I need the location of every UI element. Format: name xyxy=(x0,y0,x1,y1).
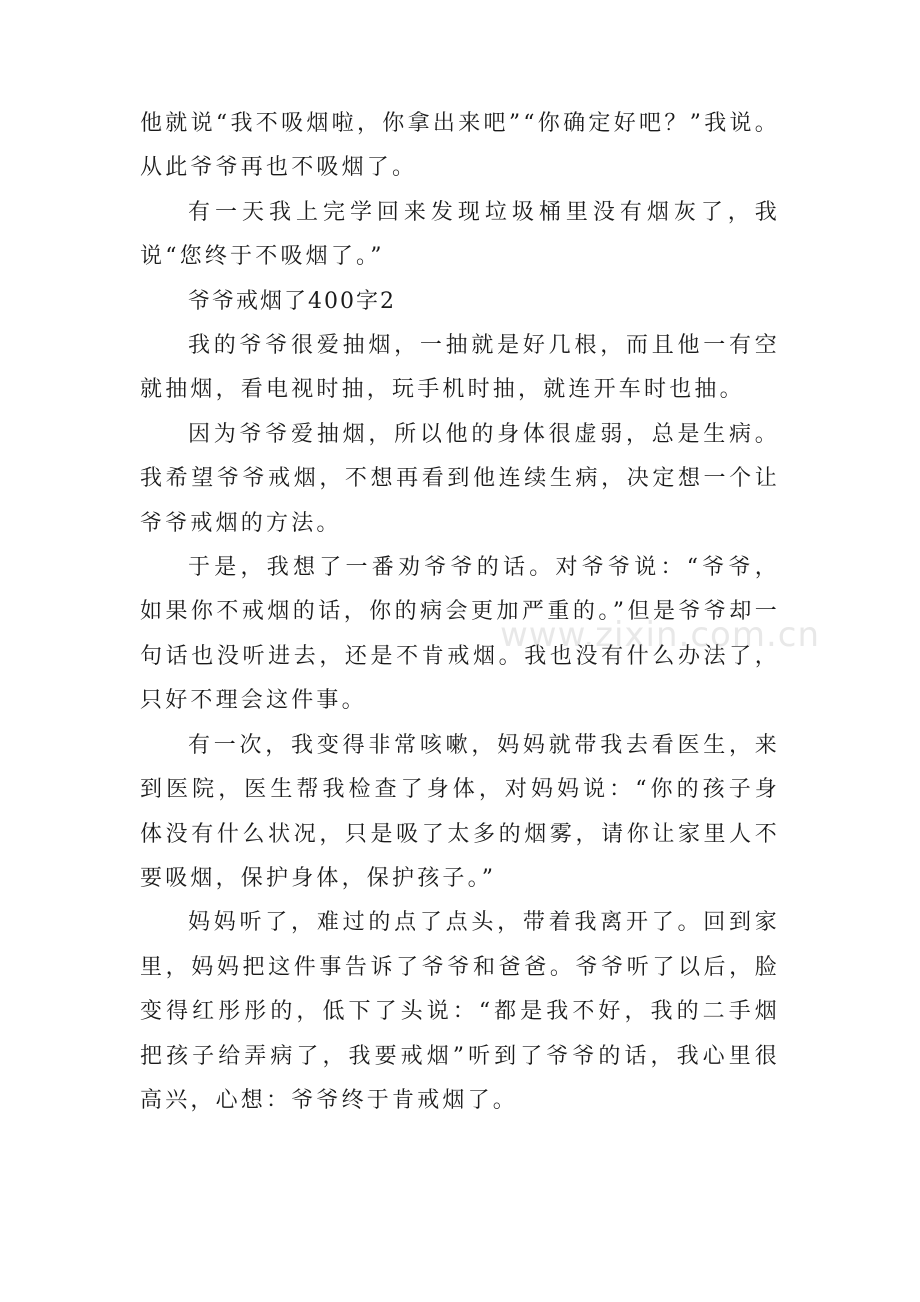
section-heading: 爷爷戒烟了400字2 xyxy=(188,288,396,314)
paragraph-4: 因为爷爷爱抽烟，所以他的身体很虚弱，总是生病。我希望爷爷戒烟，不想再看到他连续生病，决定想一个让爷爷戒烟的方法。 xyxy=(140,421,780,536)
paragraph-5: 于是，我想了一番劝爷爷的话。对爷爷说：“爷爷，如果你不戒烟的话，你的病会更加严重的。”但是爷爷却一句话也没听进去，还是不肯戒烟。我也没有什么办法了，只好不理会这件事。 xyxy=(140,555,780,714)
paragraph-2: 有一天我上完学回来发现垃圾桶里没有烟灰了，我说“您终于不吸烟了。” xyxy=(140,199,780,270)
watermark: www.zixin.com.cn xyxy=(500,615,820,655)
paragraph-3: 我的爷爷很爱抽烟，一抽就是好几根，而且他一有空就抽烟，看电视时抽，玩手机时抽，就连开车时也抽。 xyxy=(140,333,780,403)
paragraph-1: 他就说“我不吸烟啦，你拿出来吧”“你确定好吧？”我说。从此爷爷再也不吸烟了。 xyxy=(140,111,780,181)
paragraph-7: 妈妈听了，难过的点了点头，带着我离开了。回到家里，妈妈把这件事告诉了爷爷和爸爸。爷爷听了以后，脸变得红彤彤的，低下了头说：“都是我不好，我的二手烟把孩子给弄病了，我要戒烟”听到了爷爷的话，我心里很高兴，心想：爷爷终于肯戒烟了。 xyxy=(140,910,780,1113)
paragraph-6: 有一次，我变得非常咳嗽，妈妈就带我去看医生，来到医院，医生帮我检查了身体，对妈妈说：“你的孩子身体没有什么状况，只是吸了太多的烟雾，请你让家里人不要吸烟，保护身体，保护孩子。” xyxy=(140,732,780,891)
document-page xyxy=(140,102,780,1123)
